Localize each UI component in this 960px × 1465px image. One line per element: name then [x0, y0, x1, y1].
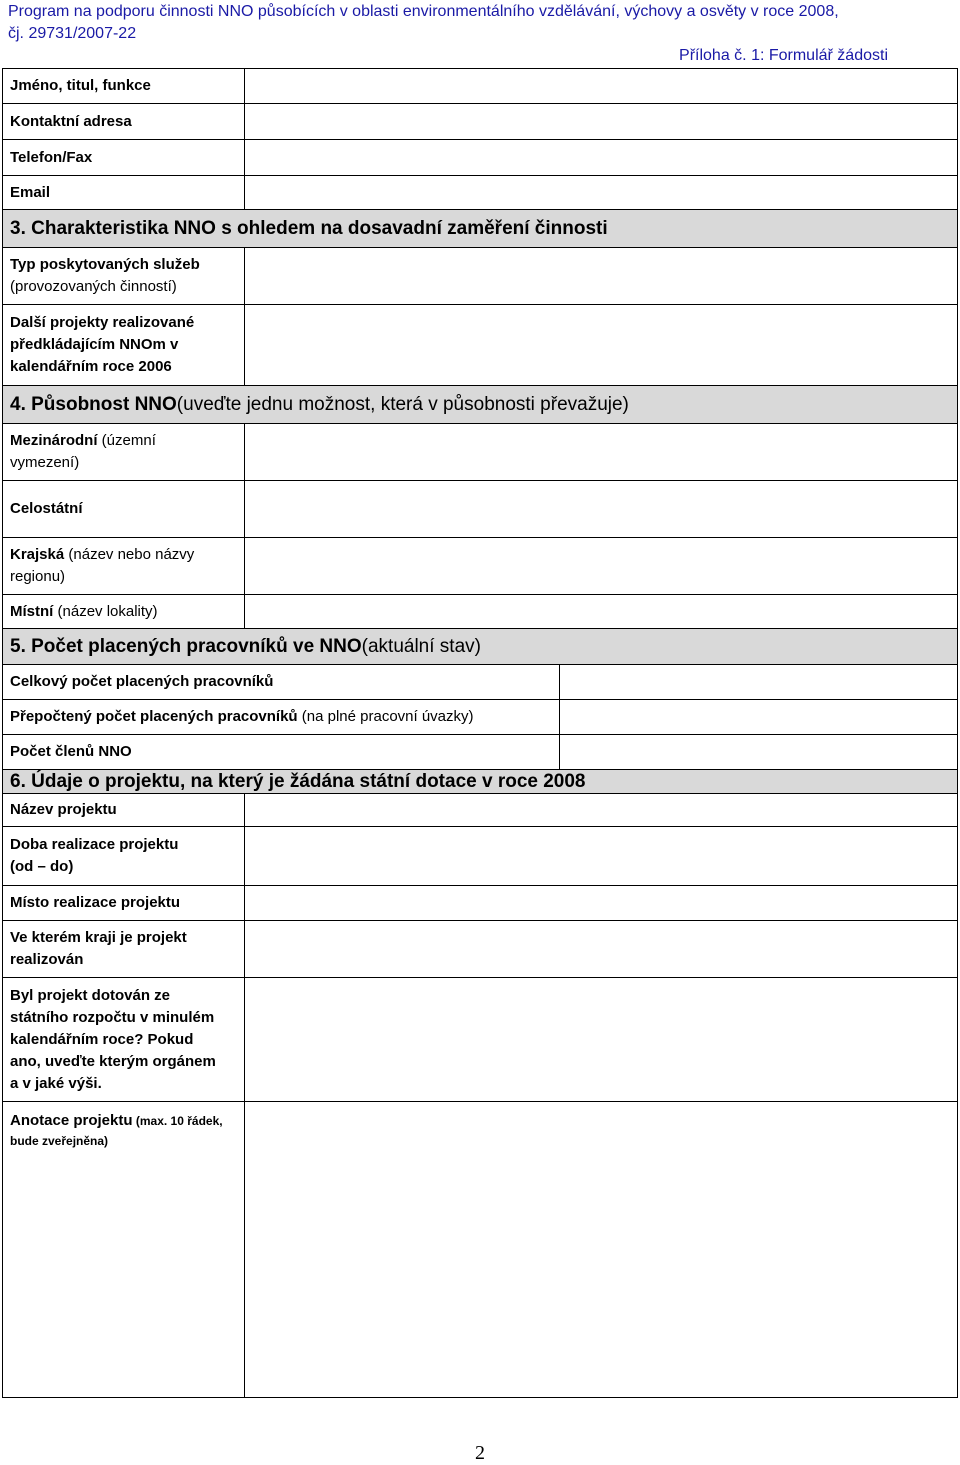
label-regional: Krajská (název nebo názvy regionu)	[10, 546, 195, 585]
label-project-region: Ve kterém kraji je projekt realizován	[10, 929, 187, 968]
field-total-staff[interactable]	[559, 665, 957, 699]
header-reference-number: čj. 29731/2007-22	[8, 25, 137, 42]
row-regional	[3, 537, 957, 594]
field-email[interactable]	[244, 176, 957, 209]
row-members	[3, 734, 957, 769]
label-international: Mezinárodní (územní vymezení)	[10, 432, 156, 471]
label-project-place: Místo realizace projektu	[10, 894, 181, 911]
row-email	[3, 175, 957, 209]
field-service-type[interactable]	[244, 248, 957, 304]
header-program-title: Program na podporu činnosti NNO působících v oblasti environmentálního vzdělávání, výchovy a osvěty v roce 2008,	[8, 3, 839, 20]
label-total-staff: Celkový počet placených pracovníků	[10, 673, 274, 690]
row-name	[3, 69, 957, 103]
label-annotation: Anotace projektu (max. 10 řádek, bude zveřejněna)	[10, 1112, 223, 1148]
label-email: Email	[10, 183, 51, 201]
field-fte-staff[interactable]	[559, 700, 957, 734]
row-project-name	[3, 793, 957, 826]
section-3-header	[3, 209, 957, 247]
row-service-type	[3, 247, 957, 304]
label-phone: Telefon/Fax	[10, 148, 93, 166]
label-members: Počet členů NNO	[10, 743, 132, 760]
field-address[interactable]	[244, 104, 957, 139]
section-5-header	[3, 628, 957, 664]
label-other-projects: Další projekty realizované předkládajícím NNOm v kalendářním roce 2006	[10, 314, 195, 375]
row-previous-funding	[3, 977, 957, 1101]
field-project-place[interactable]	[244, 886, 957, 920]
label-local: Místní (název lokality)	[10, 602, 158, 620]
field-members[interactable]	[559, 735, 957, 769]
label-address: Kontaktní adresa	[10, 112, 132, 130]
label-project-duration: Doba realizace projektu (od – do)	[10, 836, 179, 875]
row-local	[3, 594, 957, 628]
row-project-region	[3, 920, 957, 977]
field-name[interactable]	[244, 69, 957, 103]
row-other-projects	[3, 304, 957, 385]
header-annex-label: Příloha č. 1: Formulář žádosti	[679, 47, 888, 64]
row-phone	[3, 139, 957, 175]
application-form	[2, 68, 958, 1398]
field-project-duration[interactable]	[244, 827, 957, 885]
field-national[interactable]	[244, 481, 957, 537]
field-international[interactable]	[244, 424, 957, 480]
label-previous-funding: Byl projekt dotován ze státního rozpočtu v minulém kalendářním roce? Pokud ano, uveďte kterým orgánem a v jaké výši.	[10, 986, 216, 1092]
label-service-type: Typ poskytovaných služeb (provozovaných činností)	[10, 256, 200, 295]
row-project-duration	[3, 826, 957, 885]
row-project-place	[3, 885, 957, 920]
field-project-region[interactable]	[244, 921, 957, 977]
section-3-title: 3. Charakteristika NNO s ohledem na dosavadní zaměření činnosti	[10, 217, 608, 239]
field-previous-funding[interactable]	[244, 978, 957, 1101]
label-project-name: Název projektu	[10, 801, 117, 818]
label-fte-staff: Přepočtený počet placených pracovníků (na plné pracovní úvazky)	[10, 708, 474, 725]
section-4-header	[3, 385, 957, 423]
label-name: Jméno, titul, funkce	[10, 77, 151, 94]
row-international	[3, 423, 957, 480]
section-5-title: 5. Počet placených pracovníků ve NNO (aktuální stav)	[10, 635, 481, 657]
field-regional[interactable]	[244, 538, 957, 594]
section-6-title: 6. Údaje o projektu, na který je žádána státní dotace v roce 2008	[10, 770, 586, 792]
section-4-title: 4. Působnost NNO (uveďte jednu možnost, která v působnosti převažuje)	[10, 393, 629, 415]
section-6-header	[3, 769, 957, 793]
field-annotation[interactable]	[244, 1102, 957, 1397]
row-national	[3, 480, 957, 537]
page-number: 2	[475, 1442, 485, 1464]
field-local[interactable]	[244, 595, 957, 628]
field-phone[interactable]	[244, 140, 957, 175]
label-national: Celostátní	[10, 500, 83, 517]
field-other-projects[interactable]	[244, 305, 957, 385]
field-project-name[interactable]	[244, 794, 957, 826]
row-fte-staff	[3, 699, 957, 734]
row-total-staff	[3, 664, 957, 699]
row-address	[3, 103, 957, 139]
row-annotation	[3, 1101, 957, 1397]
